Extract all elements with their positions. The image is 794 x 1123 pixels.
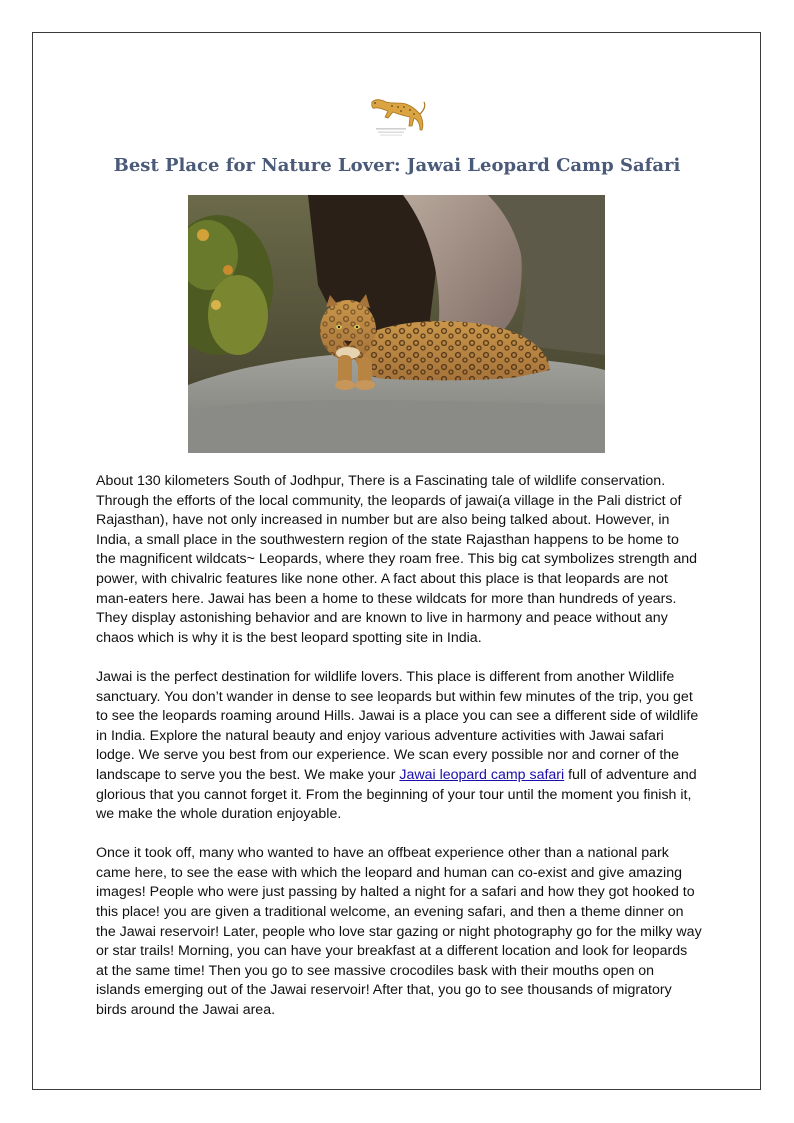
leopard-photo <box>188 195 605 453</box>
leopard-logo-icon <box>366 92 428 138</box>
paragraph-1: About 130 kilometers South of Jodhpur, There is a Fascinating tale of wildlife conservation. Through the efforts of the local community, the leopards of jawai(a village in the Pali district of Rajasthan), have not only increased in number but are also being talked about. However, in India, a small place in the southwestern region of the state Rajasthan happens to be home to the magnificent wildcats~ Leopards, where they roam free. This big cat symbolizes strength and power, with chivalric features like none other. A fact about this place is that leopards are not man-eaters here. Jawai has been a home to these wildcats for more than hundreds of years. They display astonishing behavior and are known to live in harmony and peace without any chaos which is why it is the best leopard spotting site in India. <box>96 473 698 646</box>
paragraph-2-text-after: full of adventure and glorious that you cannot forget it. From the beginning of your tour until the moment you finish it, we make the whole duration enjoyable. <box>96 766 697 823</box>
jawai-camp-safari-link[interactable]: Jawai leopard camp safari <box>399 766 565 783</box>
paragraph-3: Once it took off, many who wanted to have an offbeat experience other than a national park came here, to see the ease with which the leopard and human can co-exist and give amazing images! People who were just passing by halted a night for a safari and how they got hooked to this place! you are given a traditional welcome, an evening safari, and then a theme dinner on the Jawai reservoir! Later, people who love star gazing or night photography go for the milky way or star trails! Morning, you can have your breakfast at a different location and look for leopards at the same time! Then you go to see massive crocodiles bask with their mouths open on islands emerging out of the Jawai reservoir! After that, you go to see thousands of migratory birds around the Jawai area. <box>96 845 702 1019</box>
article-body <box>96 472 702 1040</box>
paragraph-2-text-before: Jawai is the perfect destination for wildlife lovers. This place is different from another Wildlife sanctuary. You don’t wander in dense to see leopards but within few minutes of the trip, you get to see the leopards roaming around Hills. Jawai is a place you can see a different side of wildlife in India. Explore the natural beauty and enjoy various adventure activities with Jawai safari lodge. We serve you best from our experience. We scan every possible nor and corner of the landscape to serve you the best. We make your <box>96 668 699 783</box>
paragraph-2 <box>96 668 702 825</box>
page-title: Best Place for Nature Lover: Jawai Leopard Camp Safari <box>113 155 681 176</box>
